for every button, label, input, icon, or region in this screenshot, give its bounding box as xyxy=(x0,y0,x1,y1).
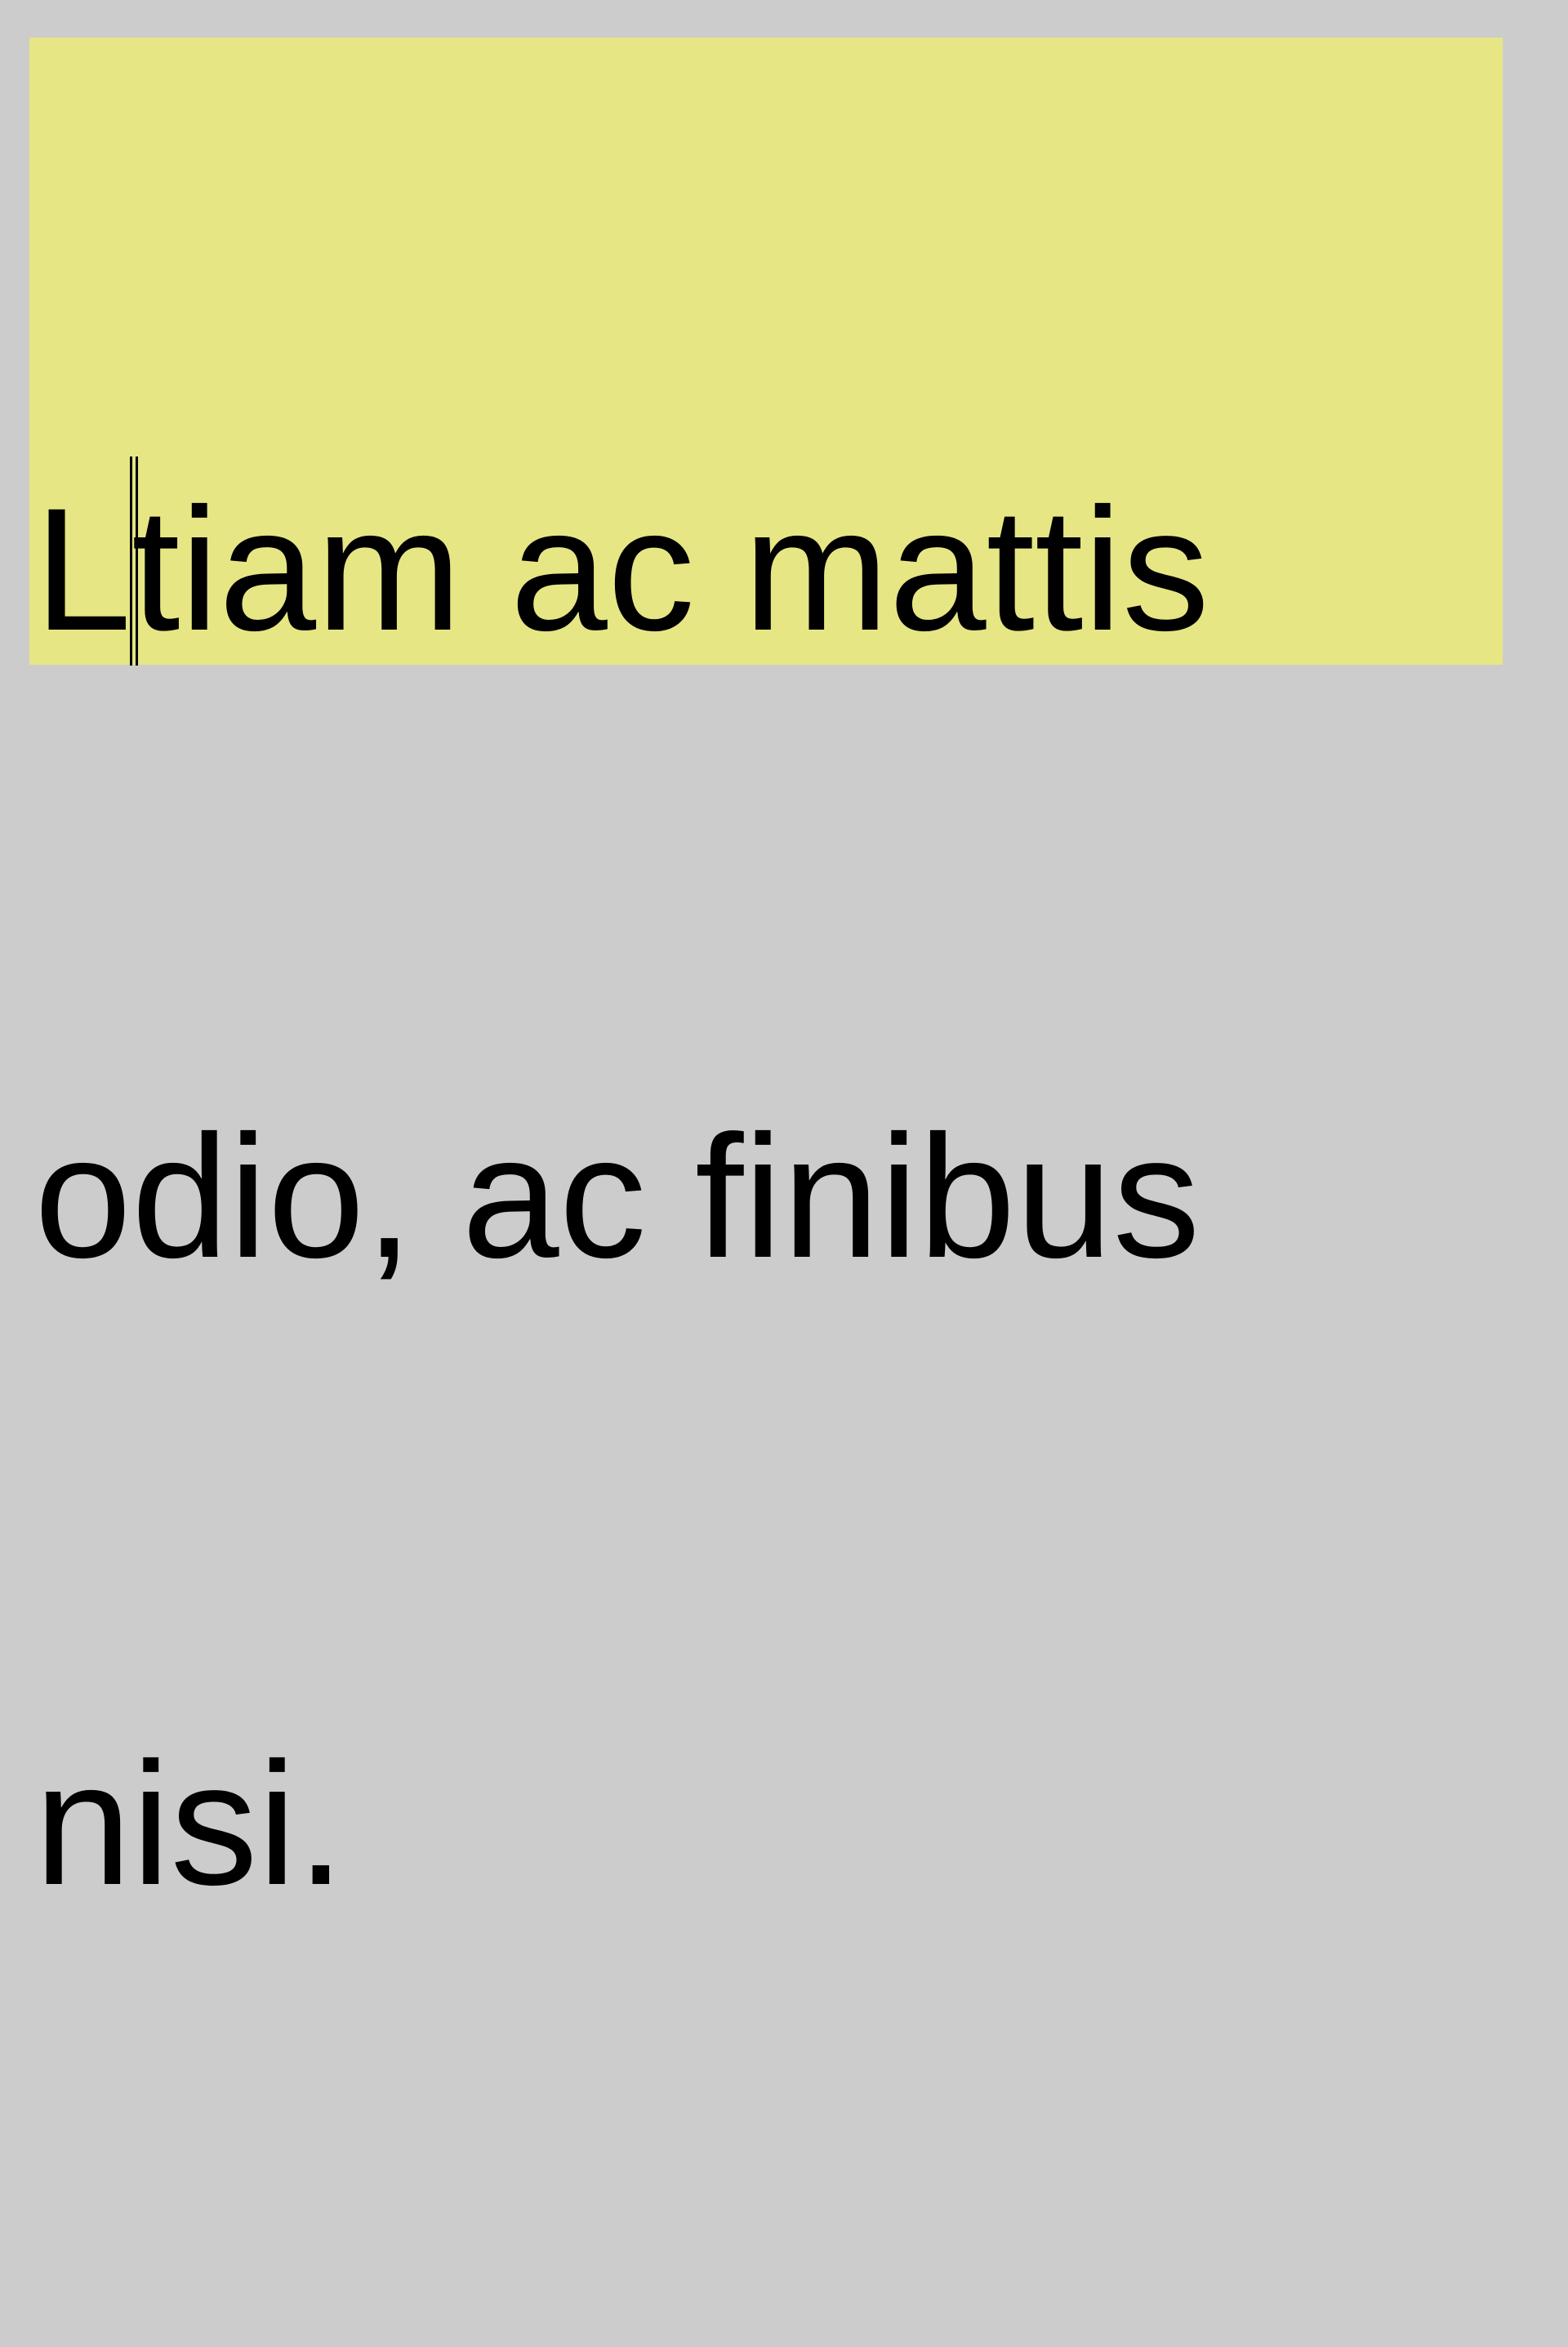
caret-icon xyxy=(130,456,138,666)
text-before-caret: L xyxy=(34,472,132,667)
text-line-2: odio, ac finibus xyxy=(34,1099,1200,1294)
text-box[interactable] xyxy=(29,38,1503,1922)
text-line-3: nisi. xyxy=(34,1726,345,1922)
text-after-caret: tiam ac mattis xyxy=(131,472,1209,667)
text-line-1 xyxy=(34,465,1209,675)
text-content[interactable] xyxy=(34,47,1209,2347)
